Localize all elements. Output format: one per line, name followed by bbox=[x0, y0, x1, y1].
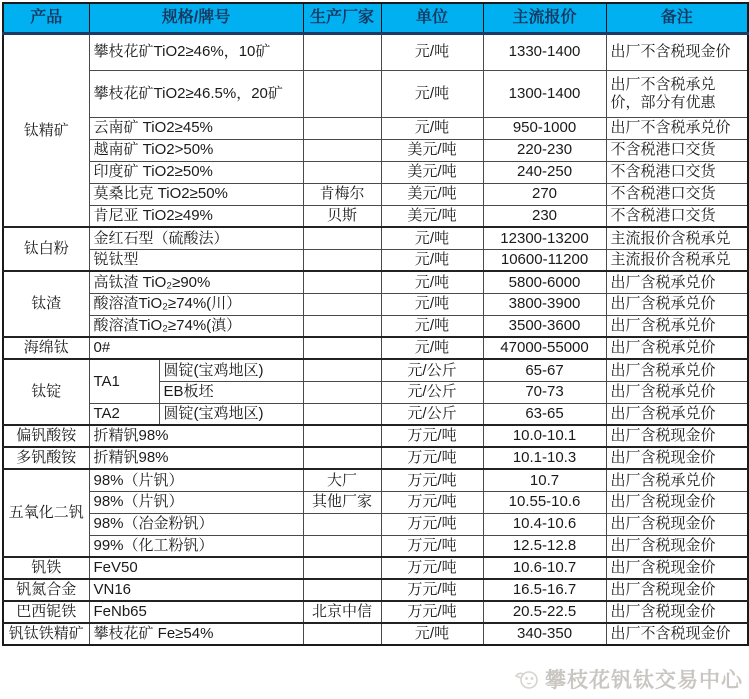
spec-cell: 印度矿 TiO2≥50% bbox=[89, 161, 303, 183]
spec-cell: 圆锭(宝鸡地区) bbox=[159, 403, 303, 425]
price-cell: 950-1000 bbox=[483, 117, 606, 139]
manufacturer-cell bbox=[303, 447, 381, 469]
unit-cell: 元/吨 bbox=[381, 117, 483, 139]
manufacturer-cell bbox=[303, 381, 381, 403]
manufacturer-cell bbox=[303, 227, 381, 249]
unit-cell: 元/吨 bbox=[381, 249, 483, 271]
note-cell: 出厂含税现金价 bbox=[606, 491, 748, 513]
spec-cell: 越南矿 TiO2>50% bbox=[89, 139, 303, 161]
spec-cell: 98%（片钒） bbox=[89, 469, 303, 491]
note-cell: 出厂含税现金价 bbox=[606, 557, 748, 579]
spec-cell: VN16 bbox=[89, 579, 303, 601]
manufacturer-cell bbox=[303, 117, 381, 139]
note-cell: 不含税港口交货 bbox=[606, 183, 748, 205]
unit-cell: 万元/吨 bbox=[381, 425, 483, 447]
manufacturer-cell bbox=[303, 70, 381, 117]
note-cell: 出厂含税承兑价 bbox=[606, 469, 748, 491]
price-cell: 270 bbox=[483, 183, 606, 205]
manufacturer-cell bbox=[303, 623, 381, 645]
table-row bbox=[3, 425, 748, 447]
table-row bbox=[3, 227, 748, 249]
note-cell: 不含税港口交货 bbox=[606, 139, 748, 161]
unit-cell: 美元/吨 bbox=[381, 161, 483, 183]
unit-cell: 万元/吨 bbox=[381, 535, 483, 557]
note-cell: 出厂含税承兑价 bbox=[606, 381, 748, 403]
column-header-product: 产品 bbox=[3, 3, 89, 33]
table-row bbox=[3, 315, 748, 337]
price-cell: 63-65 bbox=[483, 403, 606, 425]
product-cell: 钛白粉 bbox=[3, 227, 89, 271]
note-cell: 出厂含税现金价 bbox=[606, 579, 748, 601]
grade-cell: TA1 bbox=[89, 359, 159, 403]
manufacturer-cell bbox=[303, 249, 381, 271]
price-cell: 10.7 bbox=[483, 469, 606, 491]
spec-cell: 折精钒98% bbox=[89, 425, 303, 447]
watermark bbox=[515, 664, 743, 694]
unit-cell: 元/吨 bbox=[381, 337, 483, 359]
product-cell: 钛精矿 bbox=[3, 33, 89, 227]
note-cell: 出厂含税承兑价 bbox=[606, 337, 748, 359]
price-cell: 1300-1400 bbox=[483, 70, 606, 117]
manufacturer-cell: 其他厂家 bbox=[303, 491, 381, 513]
price-cell: 20.5-22.5 bbox=[483, 601, 606, 623]
header-row bbox=[3, 3, 748, 33]
product-cell: 偏钒酸铵 bbox=[3, 425, 89, 447]
table-row bbox=[3, 205, 748, 227]
table-row bbox=[3, 623, 748, 645]
price-cell: 10.1-10.3 bbox=[483, 447, 606, 469]
manufacturer-cell bbox=[303, 271, 381, 293]
unit-cell: 元/吨 bbox=[381, 271, 483, 293]
column-header-note: 备注 bbox=[606, 3, 748, 33]
mascot-logo-icon bbox=[515, 668, 539, 690]
price-cell: 1330-1400 bbox=[483, 33, 606, 70]
price-cell: 10.4-10.6 bbox=[483, 513, 606, 535]
unit-cell: 元/公斤 bbox=[381, 381, 483, 403]
product-cell: 海绵钛 bbox=[3, 337, 89, 359]
manufacturer-cell bbox=[303, 535, 381, 557]
table-row bbox=[3, 557, 748, 579]
table-row bbox=[3, 513, 748, 535]
spec-cell: 98%（片钒） bbox=[89, 491, 303, 513]
spec-cell: 圆锭(宝鸡地区) bbox=[159, 359, 303, 381]
column-header-unit: 单位 bbox=[381, 3, 483, 33]
note-cell: 出厂含税现金价 bbox=[606, 535, 748, 557]
unit-cell: 元/公斤 bbox=[381, 359, 483, 381]
spec-cell: 肯尼亚 TiO2≥49% bbox=[89, 205, 303, 227]
spec-cell: 莫桑比克 TiO2≥50% bbox=[89, 183, 303, 205]
spec-cell: 金红石型（硫酸法） bbox=[89, 227, 303, 249]
manufacturer-cell bbox=[303, 513, 381, 535]
manufacturer-cell bbox=[303, 557, 381, 579]
note-cell: 出厂含税承兑价 bbox=[606, 315, 748, 337]
unit-cell: 元/吨 bbox=[381, 70, 483, 117]
note-cell: 不含税港口交货 bbox=[606, 161, 748, 183]
spec-cell: FeNb65 bbox=[89, 601, 303, 623]
manufacturer-cell bbox=[303, 33, 381, 70]
price-cell: 12.5-12.8 bbox=[483, 535, 606, 557]
unit-cell: 万元/吨 bbox=[381, 447, 483, 469]
table-row bbox=[3, 403, 748, 425]
product-cell: 钒钛铁精矿 bbox=[3, 623, 89, 645]
price-cell: 47000-55000 bbox=[483, 337, 606, 359]
note-cell: 出厂含税现金价 bbox=[606, 601, 748, 623]
unit-cell: 万元/吨 bbox=[381, 513, 483, 535]
unit-cell: 万元/吨 bbox=[381, 557, 483, 579]
table-row bbox=[3, 337, 748, 359]
manufacturer-cell: 北京中信 bbox=[303, 601, 381, 623]
note-cell: 出厂含税现金价 bbox=[606, 513, 748, 535]
table-row bbox=[3, 183, 748, 205]
product-cell: 钒氮合金 bbox=[3, 579, 89, 601]
spec-cell: 酸溶渣TiO₂≥74%(川） bbox=[89, 293, 303, 315]
product-cell: 五氧化二钒 bbox=[3, 469, 89, 557]
spec-cell: 云南矿 TiO2≥45% bbox=[89, 117, 303, 139]
manufacturer-cell bbox=[303, 403, 381, 425]
manufacturer-cell bbox=[303, 315, 381, 337]
price-cell: 16.5-16.7 bbox=[483, 579, 606, 601]
table-row bbox=[3, 293, 748, 315]
table-row bbox=[3, 33, 748, 70]
price-cell: 10600-11200 bbox=[483, 249, 606, 271]
spec-cell: FeV50 bbox=[89, 557, 303, 579]
note-cell: 出厂不含税承兑价，部分有优惠 bbox=[606, 70, 748, 117]
spec-cell: 99%（化工粉钒） bbox=[89, 535, 303, 557]
note-cell: 不含税港口交货 bbox=[606, 205, 748, 227]
table-row bbox=[3, 139, 748, 161]
unit-cell: 元/吨 bbox=[381, 315, 483, 337]
product-cell: 多钒酸铵 bbox=[3, 447, 89, 469]
note-cell: 出厂不含税现金价 bbox=[606, 623, 748, 645]
unit-cell: 美元/吨 bbox=[381, 139, 483, 161]
table-row bbox=[3, 117, 748, 139]
column-header-manufacturer: 生产厂家 bbox=[303, 3, 381, 33]
spec-cell: 攀枝花矿TiO2≥46.5%，20矿 bbox=[89, 70, 303, 117]
manufacturer-cell bbox=[303, 579, 381, 601]
price-cell: 10.6-10.7 bbox=[483, 557, 606, 579]
product-cell: 钛渣 bbox=[3, 271, 89, 337]
unit-cell: 元/公斤 bbox=[381, 403, 483, 425]
table-row bbox=[3, 579, 748, 601]
spec-cell: 攀枝花矿 Fe≥54% bbox=[89, 623, 303, 645]
unit-cell: 元/吨 bbox=[381, 623, 483, 645]
price-cell: 10.0-10.1 bbox=[483, 425, 606, 447]
spec-cell: 折精钒98% bbox=[89, 447, 303, 469]
manufacturer-cell bbox=[303, 359, 381, 381]
manufacturer-cell: 贝斯 bbox=[303, 205, 381, 227]
table-row bbox=[3, 535, 748, 557]
spec-cell: 高钛渣 TiO₂≥90% bbox=[89, 271, 303, 293]
note-cell: 出厂含税承兑价 bbox=[606, 271, 748, 293]
product-cell: 巴西铌铁 bbox=[3, 601, 89, 623]
manufacturer-cell bbox=[303, 293, 381, 315]
note-cell: 出厂含税承兑价 bbox=[606, 359, 748, 381]
column-header-price: 主流报价 bbox=[483, 3, 606, 33]
unit-cell: 万元/吨 bbox=[381, 469, 483, 491]
note-cell: 出厂含税承兑价 bbox=[606, 403, 748, 425]
manufacturer-cell: 肯梅尔 bbox=[303, 183, 381, 205]
table-row bbox=[3, 70, 748, 117]
unit-cell: 元/吨 bbox=[381, 293, 483, 315]
spec-cell: 攀枝花矿TiO2≥46%，10矿 bbox=[89, 33, 303, 70]
unit-cell: 万元/吨 bbox=[381, 601, 483, 623]
note-cell: 出厂含税现金价 bbox=[606, 425, 748, 447]
product-cell: 钒铁 bbox=[3, 557, 89, 579]
price-cell: 70-73 bbox=[483, 381, 606, 403]
table-row bbox=[3, 271, 748, 293]
note-cell: 出厂不含税承兑价 bbox=[606, 117, 748, 139]
note-cell: 主流报价含税承兑 bbox=[606, 249, 748, 271]
unit-cell: 万元/吨 bbox=[381, 491, 483, 513]
grade-cell: TA2 bbox=[89, 403, 159, 425]
price-cell: 5800-6000 bbox=[483, 271, 606, 293]
manufacturer-cell: 大厂 bbox=[303, 469, 381, 491]
spec-cell: EB板坯 bbox=[159, 381, 303, 403]
price-cell: 220-230 bbox=[483, 139, 606, 161]
price-table bbox=[2, 2, 749, 646]
spec-cell: 0# bbox=[89, 337, 303, 359]
unit-cell: 美元/吨 bbox=[381, 205, 483, 227]
table-row bbox=[3, 447, 748, 469]
price-cell: 3800-3900 bbox=[483, 293, 606, 315]
price-cell: 230 bbox=[483, 205, 606, 227]
price-cell: 340-350 bbox=[483, 623, 606, 645]
note-cell: 出厂不含税现金价 bbox=[606, 33, 748, 70]
spec-cell: 酸溶渣TiO₂≥74%(滇） bbox=[89, 315, 303, 337]
spec-cell: 锐钛型 bbox=[89, 249, 303, 271]
table-row bbox=[3, 601, 748, 623]
note-cell: 主流报价含税承兑 bbox=[606, 227, 748, 249]
unit-cell: 元/吨 bbox=[381, 227, 483, 249]
table-row bbox=[3, 161, 748, 183]
table-row bbox=[3, 469, 748, 491]
unit-cell: 万元/吨 bbox=[381, 579, 483, 601]
note-cell: 出厂含税现金价 bbox=[606, 447, 748, 469]
manufacturer-cell bbox=[303, 161, 381, 183]
price-cell: 3500-3600 bbox=[483, 315, 606, 337]
unit-cell: 美元/吨 bbox=[381, 183, 483, 205]
price-cell: 65-67 bbox=[483, 359, 606, 381]
table-row bbox=[3, 491, 748, 513]
price-cell: 240-250 bbox=[483, 161, 606, 183]
manufacturer-cell bbox=[303, 337, 381, 359]
price-cell: 12300-13200 bbox=[483, 227, 606, 249]
watermark-text: 攀枝花钒钛交易中心 bbox=[545, 669, 743, 692]
manufacturer-cell bbox=[303, 425, 381, 447]
table-row bbox=[3, 359, 748, 381]
price-cell: 10.55-10.6 bbox=[483, 491, 606, 513]
unit-cell: 元/吨 bbox=[381, 33, 483, 70]
note-cell: 出厂含税承兑价 bbox=[606, 293, 748, 315]
spec-cell: 98%（冶金粉钒） bbox=[89, 513, 303, 535]
table-row bbox=[3, 249, 748, 271]
product-cell: 钛锭 bbox=[3, 359, 89, 425]
manufacturer-cell bbox=[303, 139, 381, 161]
column-header-spec: 规格/牌号 bbox=[89, 3, 303, 33]
